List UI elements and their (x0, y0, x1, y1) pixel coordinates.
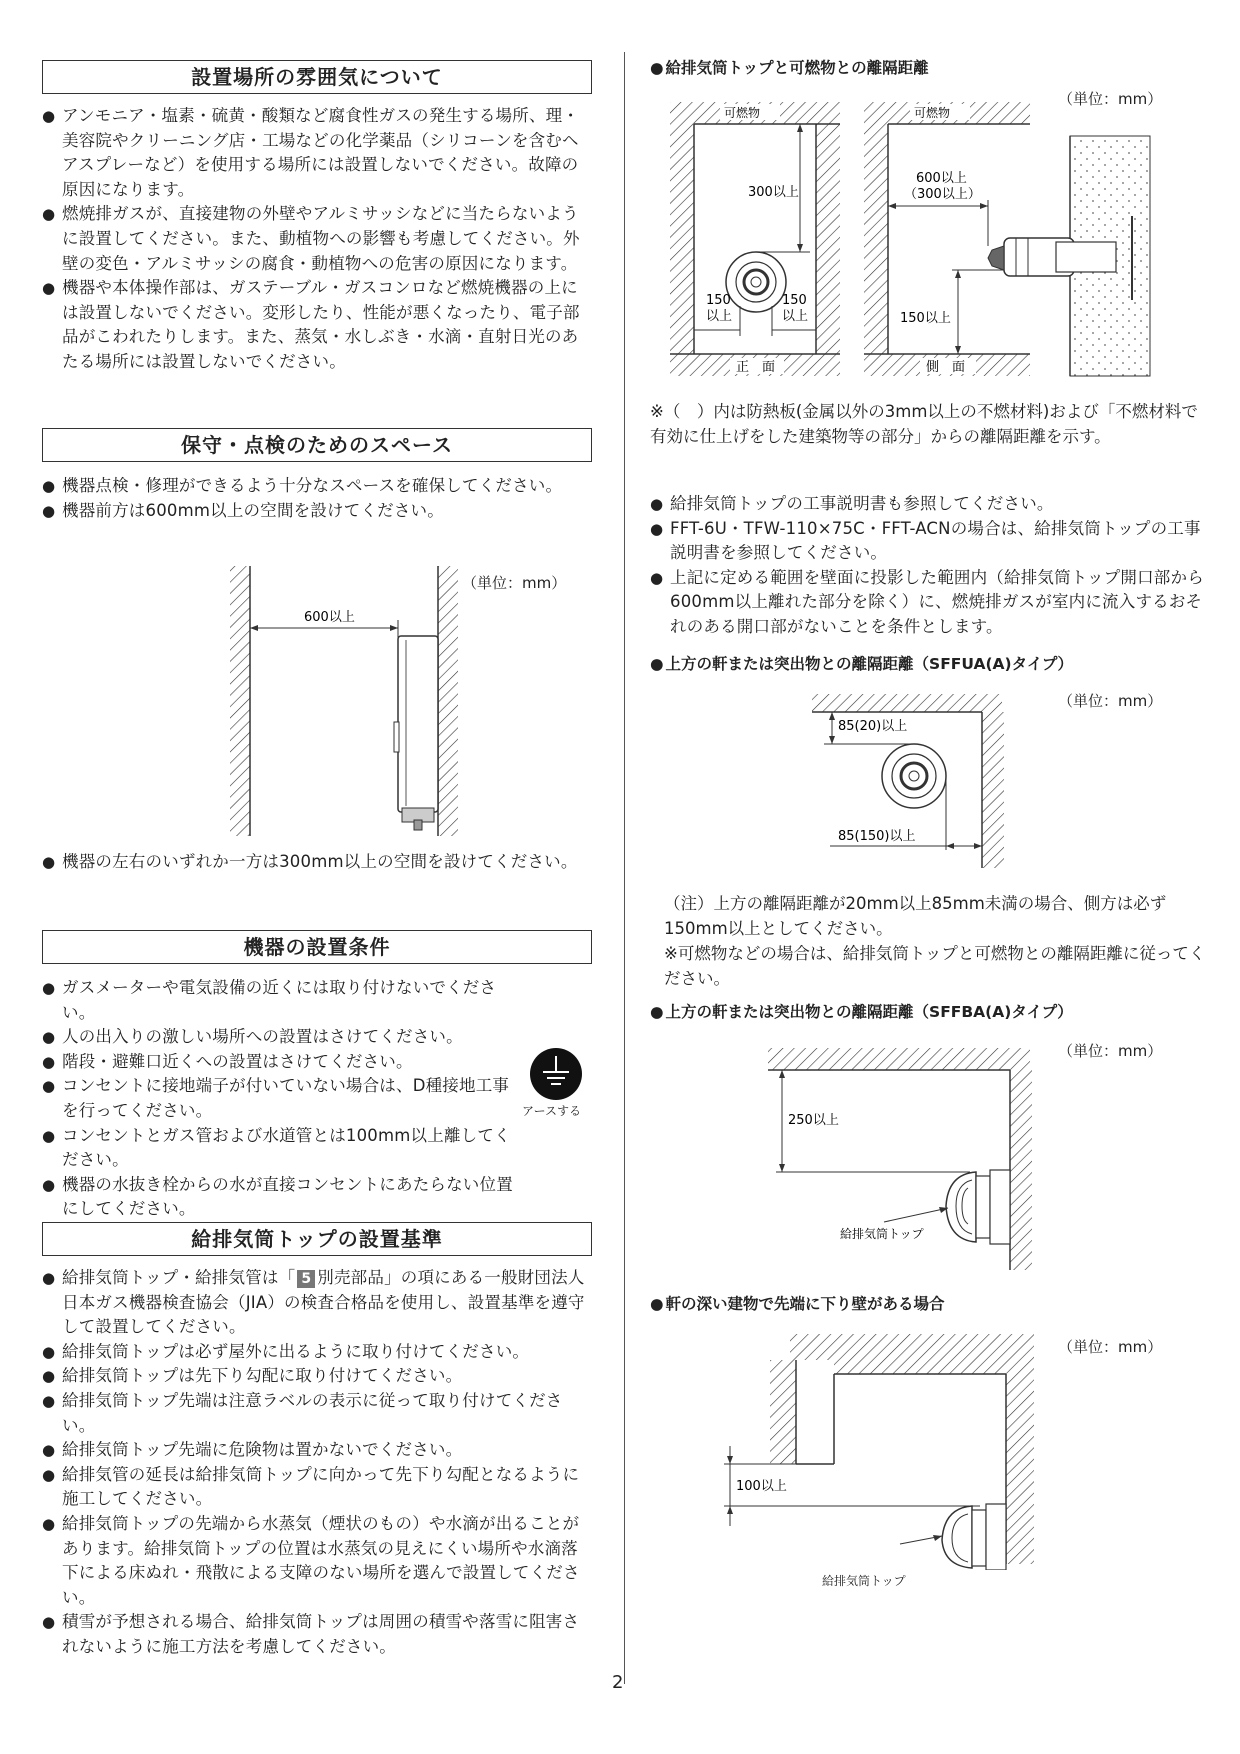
column-divider (624, 52, 625, 1684)
dimension-label: 以上 (782, 309, 809, 324)
dimension-label: 150以上 (900, 311, 951, 326)
dimension-label: 85(20)以上 (838, 719, 908, 734)
dimension-label: 150 (706, 293, 731, 308)
unit-label: （単位：mm） (1058, 692, 1163, 710)
flammable-label: 可燃物 (914, 106, 951, 120)
dimension-label: 85(150)以上 (838, 829, 916, 844)
list-item: ● 燃焼排ガスが、直接建物の外壁やアルミサッシなどに当たらないように設置してください。また、動植物への影響も考慮してください。外壁の変色・アルミサッシの腐食・動植物への危害の原因になります。 (42, 202, 594, 276)
deep-eave-diagram (710, 1330, 1050, 1570)
sffba-clearance-diagram (762, 1046, 1052, 1276)
list-item: ● 人の出入りの激しい場所への設置はさけてください。 (42, 1025, 522, 1050)
list-item: ● コンセントとガス管および水道管とは100mm以上離してください。 (42, 1124, 522, 1173)
list-item: ● 階段・避難口近くへの設置はさけてください。 (42, 1050, 522, 1075)
unit-label: （単位：mm） (1058, 90, 1163, 108)
atmosphere-list (42, 104, 594, 375)
section-number-badge: 5 (297, 1270, 315, 1288)
side-space-list (42, 850, 594, 875)
list-item: ● 給排気筒トップは先下り勾配に取り付けてください。 (42, 1364, 594, 1389)
dimension-label: 250以上 (788, 1113, 839, 1128)
list-item: ● 給排気筒トップの先端から水蒸気（煙状のもの）や水滴が出ることがあります。給排気筒トップの位置は水蒸気の見えにくい場所や水滴落下による床ぬれ・飛散による支障のない場所を選んで設置してください。 (42, 1512, 594, 1610)
list-item: ● ガスメーターや電気設備の近くには取り付けないでください。 (42, 976, 522, 1025)
unit-label: （単位：mm） (1058, 1338, 1163, 1356)
flue-top-label: 給排気筒トップ (822, 1574, 906, 1588)
list-item: ● 給排気筒トップは必ず屋外に出るように取り付けてください。 (42, 1340, 594, 1365)
unit-label: （単位：mm） (1058, 1042, 1163, 1060)
dimension-label: 100以上 (736, 1479, 787, 1494)
list-item: ● 給排気筒トップ先端に危険物は置かないでください。 (42, 1438, 594, 1463)
diagram-title-sffba: ● 上方の軒または突出物との離隔距離（SFFBA(A)タイプ） (650, 1000, 1073, 1022)
section-title-flue-top-standard: 給排気筒トップの設置基準 (42, 1222, 592, 1256)
list-item: ● FFT-6U・TFW-110×75C・FFT-ACNの場合は、給排気筒トップの工事説明書を参照してください。 (650, 517, 1210, 566)
list-item: ● 積雪が予想される場合、給排気筒トップは周囲の積雪や落雪に阻害されないように施工方法を考慮してください。 (42, 1610, 594, 1659)
diagram-title-deep-eave: ● 軒の深い建物で先端に下り壁がある場合 (650, 1292, 945, 1314)
diagram-title-sffua: ● 上方の軒または突出物との離隔距離（SFFUA(A)タイプ） (650, 652, 1073, 674)
side-view-label: 側 面 (926, 360, 966, 375)
dimension-label: 150 (782, 293, 807, 308)
section-title-maintenance-space: 保守・点検のためのスペース (42, 428, 592, 462)
dimension-label: 以上 (706, 309, 733, 324)
list-item: ● 機器点検・修理ができるよう十分なスペースを確保してください。 (42, 474, 594, 499)
list-item: ● 給排気筒トップの工事説明書も参照してください。 (650, 492, 1210, 517)
conditions-list (42, 976, 522, 1222)
dimension-label: 600以上 (916, 171, 967, 186)
list-item: ● コンセントに接地端子が付いていない場合は、D種接地工事を行ってください。 (42, 1074, 522, 1123)
flammable-clearance-diagram (664, 96, 1214, 382)
dimension-label: 600以上 (304, 610, 355, 625)
earth-label: アースする (522, 1104, 582, 1118)
list-item: ● 機器や本体操作部は、ガステーブル・ガスコンロなど燃焼機器の上には設置しないでください。変形したり、性能が悪くなったり、電子部品がこわれたりします。また、蒸気・水しぶき・水滴・直射日光のあたる場所には設置しないでください。 (42, 276, 594, 374)
front-view-label: 正 面 (736, 360, 776, 375)
sffua-clearance-diagram (810, 690, 1010, 870)
section-title-atmosphere: 設置場所の雰囲気について (42, 60, 592, 94)
list-item: ● 給排気管の延長は給排気筒トップに向かって先下り勾配となるように施工してください。 (42, 1463, 594, 1512)
list-item: ● 上記に定める範囲を壁面に投影した範囲内（給排気筒トップ開口部から600mm以上離れた部分を除く）に、燃焼排ガスが室内に流入するおそれのある開口部がないことを条件とします。 (650, 566, 1210, 640)
maintenance-list (42, 474, 594, 523)
dimension-label: 300以上 (748, 185, 799, 200)
list-item: ● アンモニア・塩素・硫黄・酸類など腐食性ガスの発生する場所、理・美容院やクリーニング店・工場などの化学薬品（シリコーンを含むヘアスプレーなど）を使用する場所には設置しないでください。故障の原因になります。 (42, 104, 594, 202)
sffua-note: （注）上方の離隔距離が20mm以上85mm未満の場合、側方は必ず150mm以上としてください。 (664, 894, 1167, 938)
page-number: 2 (612, 1672, 624, 1693)
earth-ground-icon (526, 1046, 586, 1102)
section-title-install-conditions: 機器の設置条件 (42, 930, 592, 964)
diagram-title-flammable-clearance: ● 給排気筒トップと可燃物との離隔距離 (650, 56, 929, 78)
flammable-note: ※可燃物などの場合は、給排気筒トップと可燃物との離隔距離に従ってください。 (664, 944, 1206, 988)
front-space-diagram (182, 562, 482, 842)
flue-top-list (42, 1266, 594, 1660)
list-item: ● 機器の左右のいずれか一方は300mm以上の空間を設けてください。 (42, 850, 594, 875)
unit-label: （単位：mm） (462, 574, 567, 592)
list-item: ● 給排気筒トップ先端は注意ラベルの表示に従って取り付けてください。 (42, 1389, 594, 1438)
flue-top-label: 給排気筒トップ (840, 1227, 924, 1241)
reference-list (650, 492, 1210, 640)
list-item: ● 機器の水抜き栓からの水が直接コンセントにあたらない位置にしてください。 (42, 1173, 522, 1222)
clearance-note: ※（ ）内は防熱板(金属以外の3mm以上の不燃材料)および「不燃材料で有効に仕上げをした建築物等の部分」からの離隔距離を示す。 (650, 402, 1198, 446)
list-item: ● 機器前方は600mm以上の空間を設けてください。 (42, 499, 594, 524)
note-label: （注） (664, 894, 714, 913)
dimension-label: （300以上） (904, 187, 981, 202)
list-item: ● 給排気筒トップ・給排気管は「 5 別売部品」の項にある一般財団法人日本ガス機器検査協会（JIA）の検査合格品を使用し、設置基準を遵守して設置してください。 (42, 1266, 594, 1340)
flammable-label: 可燃物 (724, 106, 761, 120)
